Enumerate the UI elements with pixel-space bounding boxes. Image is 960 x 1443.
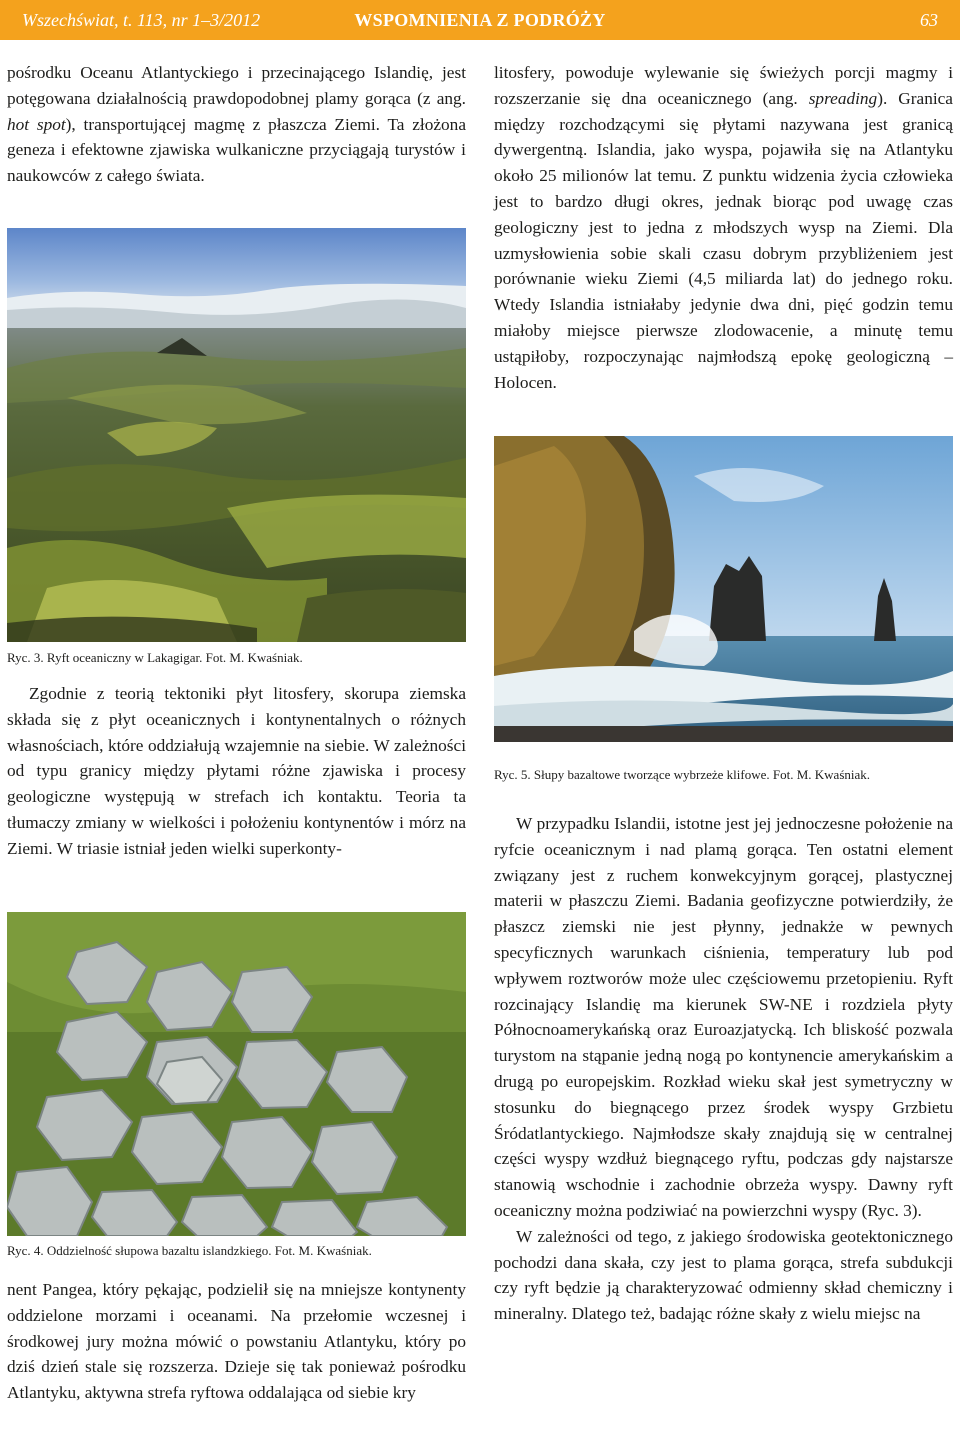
left-column-pangea [7,1277,466,1406]
paragraph-plate-tectonics: Zgodnie z teorią tektoniki płyt litosfery, skorupa ziemska składa się z płyt oceanicznych i kontynentalnych o różnych własnościach, które oddziałują wzajemnie na siebie. W zależności od typu granicy między płytami różne zjawiska i procesy geologiczne występują w strefach ich kontaktu. Teoria ta tłumaczy zmiany w wielkości i położeniu kontynentów i mórz na Ziemi. W triasie istniał jeden wielki superkonty- [7,684,466,858]
spreading-term: spreading [808,88,878,108]
rift-landscape-image [7,228,466,642]
figure-4-caption: Ryc. 4. Oddzielność słupowa bazaltu islandzkiego. Fot. M. Kwaśniak. [7,1243,372,1258]
left-column-plate-tectonics [7,681,466,862]
sea-stacks-image [494,436,953,742]
paragraph-spreading: litosfery, powoduje wylewanie się świeżych porcji magmy i rozszerzanie się dna oceanicznego (ang. spreading). Granica między rozchodzącymi się płytami nazywana jest granicą dywergentną. Islandia, jako wyspa, pojawiła się na Atlantyku około 25 milionów lat temu. Z punktu widzenia życia człowieka jest to bardzo długi okres, jednak biorąc pod uwagę czas geologiczny jest to jedna z młodszych wysp na Ziemi. Dla uzmysłowienia sobie skali czasu dobrym przybliżeniem jest porównanie wieku Ziemi (4,5 miliarda lat) do jednego roku. Wtedy Islandia istniałaby jedynie dwa dni, pięć godzin temu miałoby miejsce pierwsze zlodowacenie, a minutę temu ustąpiłoby, rozpoczynając najmłodszą epokę geologiczną – Holocen. [494,63,953,392]
section-title: WSPOMNIENIA Z PODRÓŻY [354,10,606,30]
figure-3-rift-photo [7,228,466,642]
journal-reference: Wszechświat, t. 113, nr 1–3/2012 [22,10,261,30]
left-column-intro [7,60,466,189]
right-column-spreading [494,60,953,395]
paragraph-pangea: nent Pangea, który pękając, podzielił się na mniejsze kontynenty oddzielone morzami i oceanami. Na przełomie wczesnej i środkowej jury można mówić o powstaniu Atlantyku, który po dziś dzień stale się rozszerza. Dzieje się tak ponieważ pośrodku Atlantyku, aktywna strefa ryftowa oddalająca od siebie kry [7,1280,466,1403]
figure-3-caption: Ryc. 3. Ryft oceaniczny w Lakagigar. Fot. M. Kwaśniak. [7,650,303,665]
paragraph-hot-spot: pośrodku Oceanu Atlantyckiego i przecinającego Islandię, jest potęgowana działalnością prawdopodobnej plamy gorąca (z ang. hot spot), transportującej magmę z płaszcza Ziemi. Ta złożona geneza i efektowne zjawiska wulkaniczne przyciągają turystów i naukowców z całego świata. [7,63,466,186]
paragraph-rock-composition: W zależności od tego, z jakiego środowiska geotektonicznego pochodzi dana skała, czy jest to plama gorąca, strefa subdukcji czy ryft będzie ją charakteryzować odmienny skład chemiczny i mineralny. Dlatego też, badając różne skały z wielu miejsc na [494,1226,953,1324]
figure-5-caption: Ryc. 5. Słupy bazaltowe tworzące wybrzeże klifowe. Fot. M. Kwaśniak. [494,767,871,782]
basalt-columns-image [7,912,466,1236]
page-number: 63 [920,10,938,30]
hot-spot-term: hot spot [7,114,66,134]
figure-4-basalt-photo [7,912,466,1236]
running-header [0,0,960,40]
paragraph-iceland-rift: W przypadku Islandii, istotne jest jej jednoczesne położenie na ryfcie oceanicznym i nad plamą gorąca. Ten ostatni element związany jest z ruchem konwekcyjnym gorącej, plastycznej materii w płaszczu Ziemi. Badania geofizyczne potwierdziły, że płaszcz ziemski nie jest płynny, jednakże w pewnych specyficznych warunkach ciśnienia, temperatury lub pod wpływem roztworów może ulec częściowemu przetopieniu. Ryft rozcinający Islandię ma kierunek SW-NE i rozdziela płyty Północnoamerykańską oraz Euroazjatycką. Ich bliskość pozwala turystom na stąpanie jedną nogą po kontynencie amerykańskim a drugą po europejskim. Rozkład wieku skał jest symetryczny w stosunku do biegnącego przez środek wyspy Grzbietu Śródatlantyckiego. Najmłodsze skały znajdują się w centralnej części wyspy wzdłuż biegnącego ryftu, podczas gdy najstarsze stanowią wschodnie i zachodnie obrzeża wyspy. Dawny ryft oceaniczny można podziwiać na powierzchni wyspy (Ryc. 3). [494,814,953,1220]
figure-5-sea-stacks-photo [494,436,953,742]
right-column-iceland-rift [494,811,953,1327]
